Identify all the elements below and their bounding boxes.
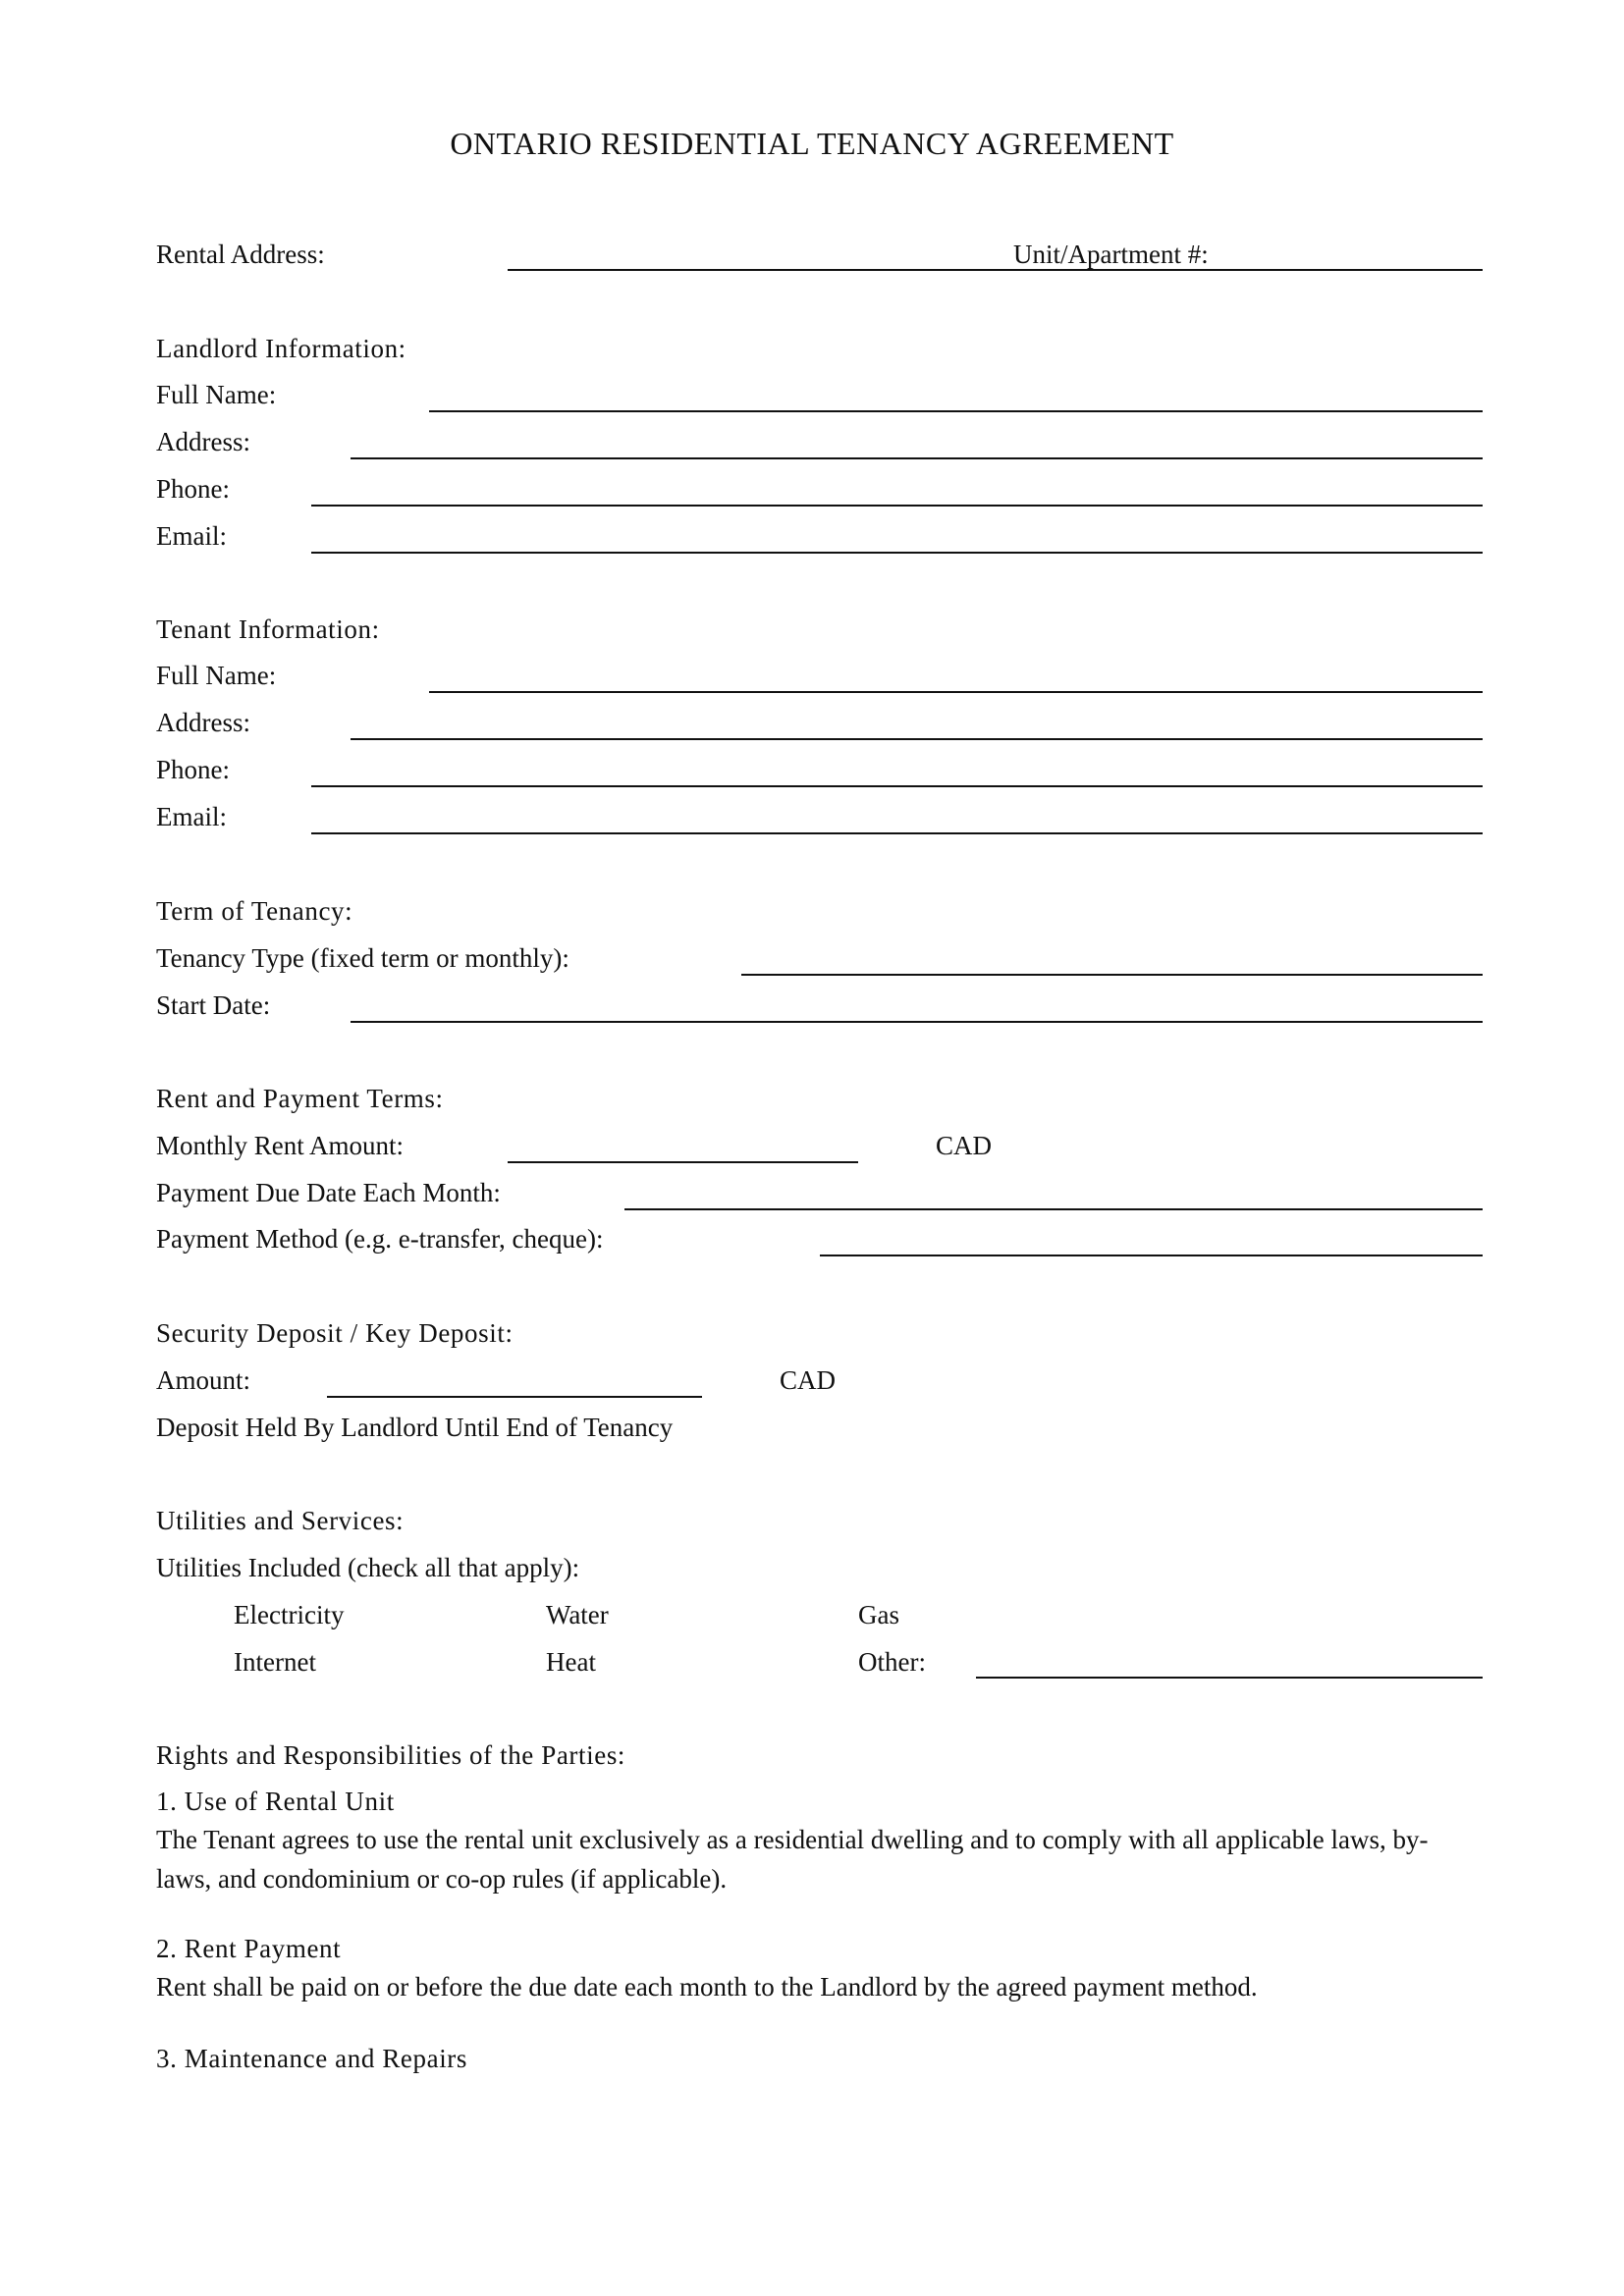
utility-option-heat[interactable]: Heat [546,1647,596,1677]
tenant-phone-field[interactable] [311,785,1483,787]
deposit-currency: CAD [780,1365,837,1395]
start-date-field[interactable] [351,1021,1483,1023]
utilities-heading: Utilities and Services: [156,1506,405,1535]
monthly-rent-label: Monthly Rent Amount: [156,1131,405,1160]
section-1-body: The Tenant agrees to use the rental unit exclusively as a residential dwelling and to comply with all applicable laws, by-laws, and condominium or co-op rules (if applicable). [156,1825,1429,1894]
document-title: ONTARIO RESIDENTIAL TENANCY AGREEMENT [450,126,1174,161]
landlord-heading: Landlord Information: [156,334,406,363]
tenancy-type-field[interactable] [741,974,1483,976]
utility-option-gas[interactable]: Gas [858,1600,899,1629]
tenant-address-field[interactable] [351,738,1483,740]
payment-method-label: Payment Method (e.g. e-transfer, cheque): [156,1224,604,1254]
landlord-email-label: Email: [156,521,227,551]
rights-heading: Rights and Responsibilities of the Parties: [156,1740,626,1770]
utility-option-internet[interactable]: Internet [234,1647,316,1677]
section-3-title: 3. Maintenance and Repairs [156,2044,467,2073]
utility-option-electricity[interactable]: Electricity [234,1600,345,1629]
landlord-email-field[interactable] [311,552,1483,554]
utility-option-other[interactable]: Other: [858,1647,926,1677]
deposit-amount-field[interactable] [327,1396,702,1398]
tenant-email-label: Email: [156,802,227,831]
tenant-phone-label: Phone: [156,755,231,784]
deposit-amount-label: Amount: [156,1365,251,1395]
section-2-body: Rent shall be paid on or before the due date each month to the Landlord by the agreed payment method. [156,1972,1258,2002]
tenant-email-field[interactable] [311,832,1483,834]
rent-currency: CAD [936,1131,993,1160]
landlord-address-label: Address: [156,427,250,456]
deposit-heading: Security Deposit / Key Deposit: [156,1318,514,1348]
landlord-phone-field[interactable] [311,505,1483,507]
landlord-full-name-label: Full Name: [156,380,277,409]
landlord-phone-label: Phone: [156,474,231,504]
rent-heading: Rent and Payment Terms: [156,1084,444,1113]
section-1-title: 1. Use of Rental Unit [156,1787,395,1816]
unit-field[interactable] [1008,269,1483,271]
landlord-full-name-field[interactable] [429,410,1483,412]
tenant-address-label: Address: [156,708,250,737]
tenant-heading: Tenant Information: [156,614,380,644]
payment-method-field[interactable] [820,1255,1483,1256]
rental-address-field[interactable] [508,269,1008,271]
section-2-title: 2. Rent Payment [156,1934,342,1963]
payment-due-label: Payment Due Date Each Month: [156,1178,501,1207]
utility-option-water[interactable]: Water [546,1600,609,1629]
deposit-note: Deposit Held By Landlord Until End of Tenancy [156,1413,674,1442]
rental-address-label: Rental Address: [156,240,325,269]
tenant-full-name-field[interactable] [429,691,1483,693]
landlord-address-field[interactable] [351,457,1483,459]
tenant-full-name-label: Full Name: [156,661,277,690]
tenancy-type-label: Tenancy Type (fixed term or monthly): [156,943,569,973]
utilities-included-label: Utilities Included (check all that apply): [156,1553,580,1582]
term-heading: Term of Tenancy: [156,896,353,926]
monthly-rent-field[interactable] [508,1161,858,1163]
unit-label: Unit/Apartment #: [1013,240,1209,269]
start-date-label: Start Date: [156,990,271,1020]
utility-other-field[interactable] [976,1677,1483,1679]
payment-due-field[interactable] [624,1208,1483,1210]
